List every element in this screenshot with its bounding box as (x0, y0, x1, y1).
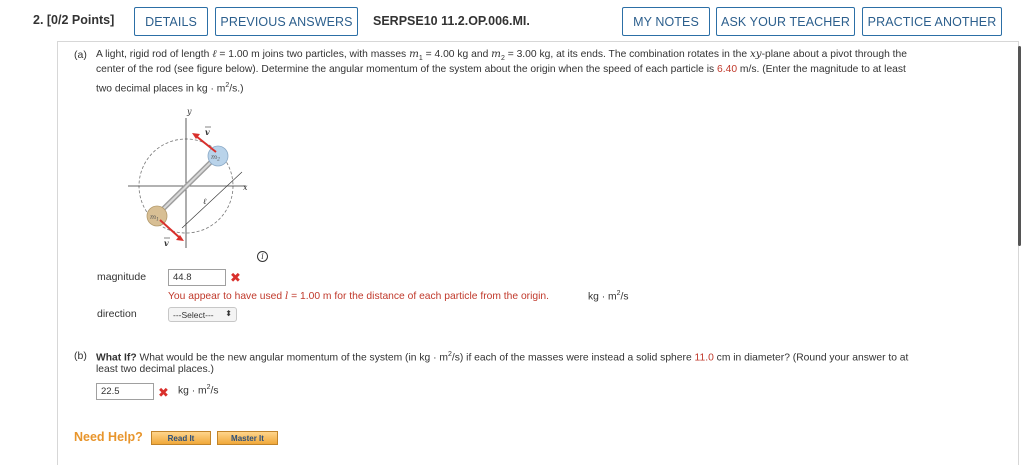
select-chevron-icon: ⬍ (225, 309, 232, 318)
x-axis-label: x (243, 183, 248, 192)
my-notes-button[interactable]: MY NOTES (622, 7, 710, 36)
length-label: ℓ (203, 197, 207, 206)
part-b-unit: kg · $m^2/s$ (178, 384, 219, 397)
need-help-label: Need Help? (74, 430, 143, 444)
magnitude-input[interactable] (168, 269, 226, 286)
scrollbar[interactable] (1018, 46, 1021, 246)
master-it-button[interactable]: Master It (217, 431, 278, 445)
part-b-text-line-2: least two decimal places.) (96, 364, 214, 375)
mass-2-label: $m_2$ (211, 153, 221, 163)
problem-code: SERPSE10 11.2.OP.006.MI. (373, 14, 530, 28)
diameter-value: 11.0 (694, 352, 714, 364)
part-b-label: (b) (74, 350, 87, 362)
y-axis-label: y (187, 107, 192, 116)
velocity-label-top: v (205, 127, 210, 137)
practice-another-button[interactable]: PRACTICE ANOTHER (862, 7, 1002, 36)
previous-answers-button[interactable]: PREVIOUS ANSWERS (215, 7, 358, 36)
part-a-label: (a) (74, 49, 87, 61)
question-number: 2. [0/2 Points] (33, 13, 115, 27)
incorrect-icon: ✖ (158, 385, 169, 400)
read-it-button[interactable]: Read It (151, 431, 211, 445)
direction-label: direction (97, 308, 137, 320)
ask-your-teacher-button[interactable]: ASK YOUR TEACHER (716, 7, 855, 36)
part-a-text-line-3: two decimal places in kg · $m^2/s$.) (96, 82, 244, 95)
rod-rotation-figure (120, 100, 280, 260)
magnitude-label: magnitude (97, 271, 147, 283)
incorrect-icon: ✖ (230, 270, 241, 285)
part-a-text-line-2: center of the rod (see figure below). Determine the angular momentum of the system about the origin when the speed of each particle is 6.40 m/s. (Enter the magnitude to at least (96, 64, 906, 75)
feedback-message: You appear to have used l = 1.00 m for the distance of each particle from the origin. (168, 290, 550, 302)
info-icon[interactable]: i (257, 251, 268, 262)
question-header (0, 0, 1024, 42)
details-button[interactable]: DETAILS (134, 7, 208, 36)
direction-select[interactable]: ---Select--- ⬍ (168, 307, 237, 322)
velocity-arrow-bottom (160, 220, 180, 238)
part-b-text-line-1: What If? What would be the new angular momentum of the system (in kg · $m^2/s$) if each of the masses were instead a solid sphere 11.0 cm in diameter? (Round your answer to at (96, 351, 909, 364)
magnitude-unit: kg · $m^2/s$ (588, 290, 629, 303)
mass-1-label: $m_1$ (150, 213, 160, 223)
speed-value: 6.40 (717, 64, 738, 75)
velocity-arrow-top (196, 136, 216, 152)
velocity-label-bottom: v (164, 238, 169, 248)
part-a-text-line-1: A light, rigid rod of length ℓ = 1.00 m joins two particles, with masses $m_1 = 4.00$ kg and $m_2 = 3.00$ kg, at its ends. The combination rotates in the xy-plane about a pivot through the (96, 48, 907, 63)
part-b-answer-input[interactable] (96, 383, 154, 400)
